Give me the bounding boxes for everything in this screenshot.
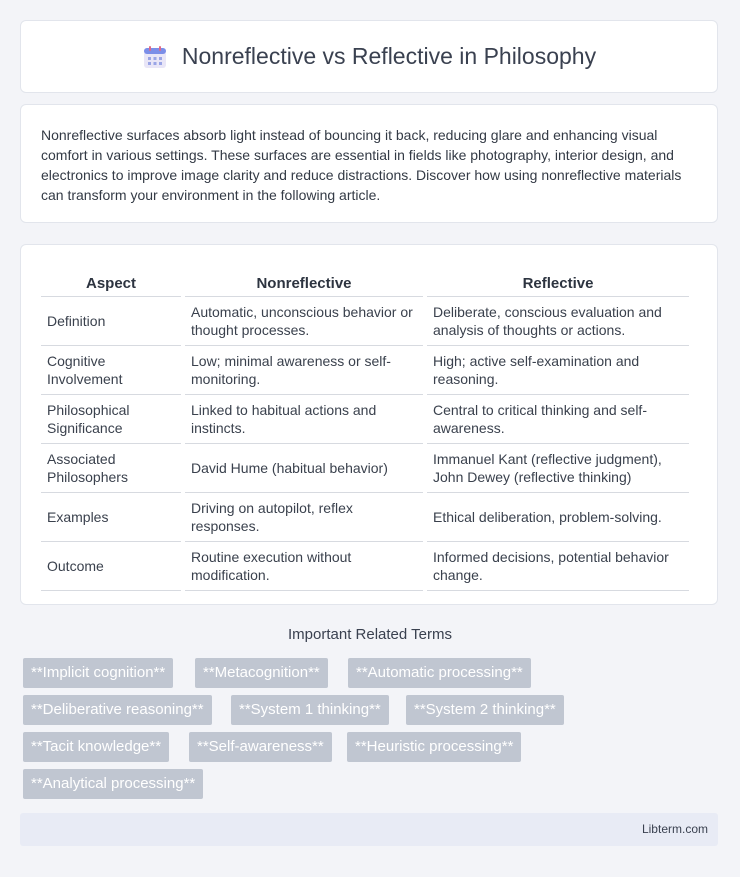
- page-title: Nonreflective vs Reflective in Philosophy: [181, 43, 597, 69]
- table-row: [41, 493, 689, 542]
- tag-deliberative-reasoning[interactable]: **Deliberative reasoning**: [23, 695, 212, 725]
- header-card: [20, 20, 718, 93]
- table-row: [41, 297, 689, 346]
- table-cell: Definition: [41, 297, 181, 346]
- table-row: [41, 346, 689, 395]
- tag-metacognition[interactable]: **Metacognition**: [195, 658, 328, 688]
- header-aspect: Aspect: [41, 265, 181, 297]
- table-cell: Philosophical Significance: [41, 395, 181, 444]
- calendar-icon: [142, 44, 168, 70]
- footer-site-link[interactable]: Libterm.com: [641, 822, 708, 836]
- table-cell: Routine execution without modification.: [185, 542, 423, 591]
- comparison-table: [37, 265, 693, 591]
- table-cell: Cognitive Involvement: [41, 346, 181, 395]
- header-reflective: Reflective: [427, 265, 689, 297]
- table-cell: Deliberate, conscious evaluation and analysis of thoughts or actions.: [427, 297, 689, 346]
- tag-tacit-knowledge[interactable]: **Tacit knowledge**: [23, 732, 169, 762]
- table-cell: David Hume (habitual behavior): [185, 444, 423, 493]
- table-cell: Associated Philosophers: [41, 444, 181, 493]
- table-header-row: [41, 265, 689, 297]
- intro-card: [20, 104, 718, 223]
- table-cell: Examples: [41, 493, 181, 542]
- table-row: [41, 395, 689, 444]
- table-cell: Ethical deliberation, problem-solving.: [427, 493, 689, 542]
- comparison-table-card: [20, 244, 718, 605]
- table-cell: Low; minimal awareness or self-monitoring.: [185, 346, 423, 395]
- table-row: [41, 444, 689, 493]
- table-cell: Outcome: [41, 542, 181, 591]
- tag-implicit-cognition[interactable]: **Implicit cognition**: [23, 658, 173, 688]
- tag-analytical-processing[interactable]: **Analytical processing**: [23, 769, 203, 799]
- table-cell: Central to critical thinking and self-awareness.: [427, 395, 689, 444]
- table-cell: Linked to habitual actions and instincts.: [185, 395, 423, 444]
- table-row: [41, 542, 689, 591]
- tag-automatic-processing[interactable]: **Automatic processing**: [348, 658, 531, 688]
- header-nonreflective: Nonreflective: [185, 265, 423, 297]
- table-cell: Driving on autopilot, reflex responses.: [185, 493, 423, 542]
- table-cell: High; active self-examination and reasoning.: [427, 346, 689, 395]
- tag-system-1-thinking[interactable]: **System 1 thinking**: [231, 695, 389, 725]
- footer: [20, 813, 718, 846]
- tag-system-2-thinking[interactable]: **System 2 thinking**: [406, 695, 564, 725]
- tag-self-awareness[interactable]: **Self-awareness**: [189, 732, 332, 762]
- table-cell: Immanuel Kant (reflective judgment), John Dewey (reflective thinking): [427, 444, 689, 493]
- related-terms-title: Important Related Terms: [288, 626, 452, 643]
- table-cell: Automatic, unconscious behavior or thought processes.: [185, 297, 423, 346]
- table-cell: Informed decisions, potential behavior change.: [427, 542, 689, 591]
- intro-text: Nonreflective surfaces absorb light instead of bouncing it back, reducing glare and enhancing visual comfort in various settings. These surfaces are essential in fields like photography, interior design, and electronics to improve image clarity and reduce distractions. Discover how using nonreflective materials can transform your environment in the following article.: [41, 127, 682, 203]
- tag-heuristic-processing[interactable]: **Heuristic processing**: [347, 732, 521, 762]
